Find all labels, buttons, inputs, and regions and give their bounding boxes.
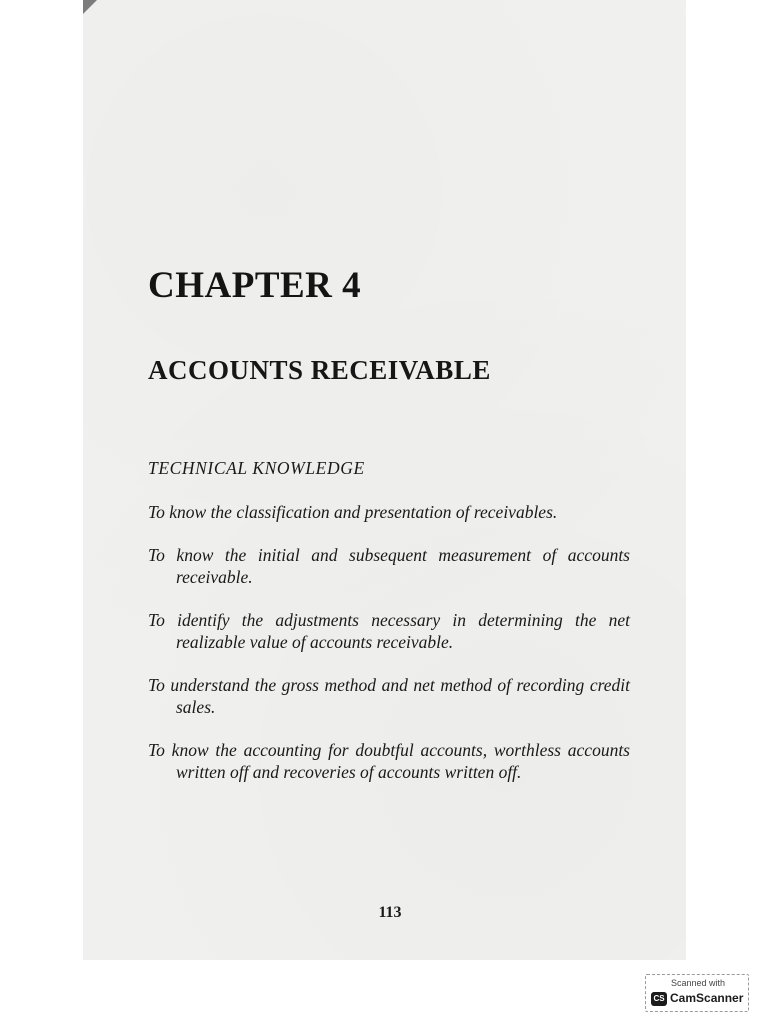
camscanner-logo-icon: CS	[651, 992, 667, 1006]
learning-objectives-list	[148, 501, 630, 804]
technical-knowledge-heading: TECHNICAL KNOWLEDGE	[148, 458, 365, 478]
watermark-caption: Scanned with	[670, 978, 726, 988]
page-number: 113	[378, 904, 402, 921]
chapter-title: CHAPTER 4	[148, 265, 362, 306]
objective-item: To know the classification and presentation of receivables.	[148, 502, 558, 522]
camscanner-watermark	[645, 974, 749, 1012]
page-corner-shadow	[83, 0, 97, 14]
section-title: ACCOUNTS RECEIVABLE	[148, 355, 491, 385]
objective-item: To identify the adjustments necessary in determining the net realizable value of accounts receivable.	[148, 610, 630, 652]
watermark-brand: CamScanner	[670, 991, 744, 1005]
objective-item: To know the accounting for doubtful accounts, worthless accounts written off and recoveries of accounts written off.	[148, 740, 630, 782]
objective-item: To understand the gross method and net method of recording credit sales.	[148, 675, 630, 717]
scanned-page	[83, 0, 686, 960]
objective-item: To know the initial and subsequent measurement of accounts receivable.	[148, 545, 630, 587]
